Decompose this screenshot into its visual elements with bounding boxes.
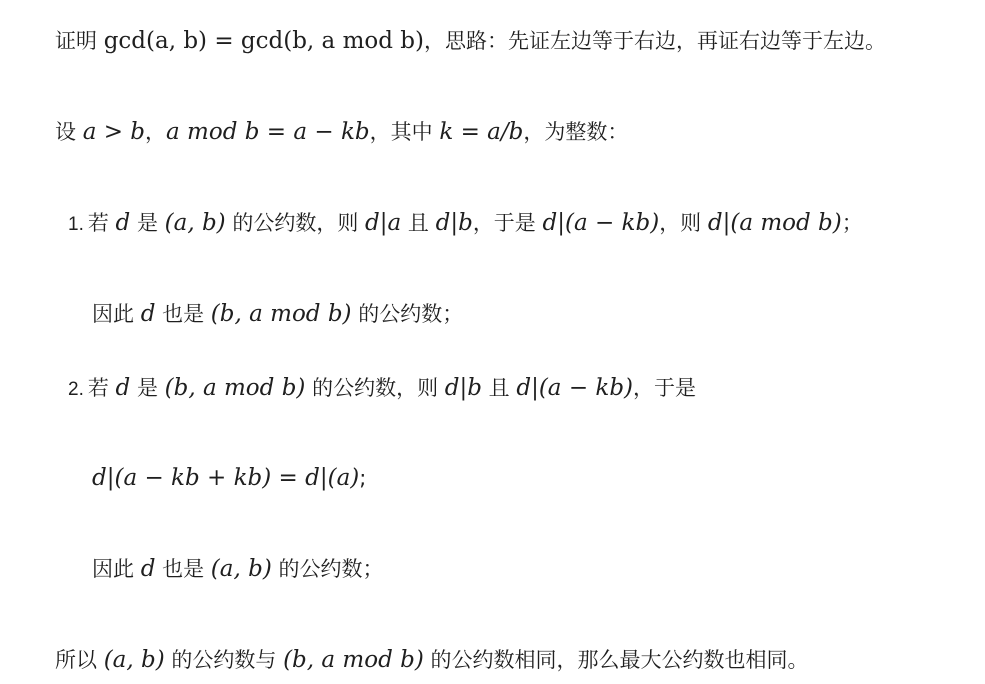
step-1-conclusion-math-1: d bbox=[140, 301, 156, 327]
assumption-paragraph bbox=[55, 117, 628, 147]
final-math-1: (a, b) bbox=[103, 647, 165, 673]
step-2-conclusion-text-3: 的公约数； bbox=[278, 557, 384, 581]
step-1-text-6: ，则 bbox=[659, 211, 702, 235]
step-2-math-2: (b, a mod b) bbox=[164, 375, 306, 401]
step-1-math-6: d|(a mod b) bbox=[707, 210, 842, 236]
step-1-number: 1. bbox=[68, 214, 84, 235]
step-1-math-5: d|(a − kb) bbox=[542, 210, 660, 236]
step-2-equation-math: d|(a − kb + kb) = d|(a) bbox=[92, 465, 360, 491]
step-2-text-1: 若 bbox=[87, 376, 109, 400]
assume-text-3: ，其中 bbox=[369, 120, 433, 144]
final-text-3: 的公约数相同，那么最大公约数也相同。 bbox=[430, 648, 809, 672]
step-1-text-4: 且 bbox=[407, 211, 429, 235]
step-2-text-5: ，于是 bbox=[633, 376, 697, 400]
step-1-text-3: 的公约数，则 bbox=[232, 211, 359, 235]
step-1-text-1: 若 bbox=[87, 211, 109, 235]
step-2-text-4: 且 bbox=[488, 376, 510, 400]
step-1-conclusion-math-2: (b, a mod b) bbox=[210, 301, 352, 327]
step-1 bbox=[68, 208, 863, 240]
assume-text-2: ， bbox=[145, 120, 167, 144]
step-2-number: 2. bbox=[68, 379, 84, 400]
step-2-math-3: d|b bbox=[444, 375, 482, 401]
gcd-identity-formula: gcd(a, b) = gcd(b, a mod b) bbox=[103, 28, 424, 54]
step-2-conclusion-math-1: d bbox=[140, 556, 156, 582]
step-2-text-3: 的公约数，则 bbox=[312, 376, 439, 400]
step-2-equation bbox=[92, 463, 366, 493]
assume-math-2: a mod b = a − kb bbox=[166, 119, 370, 145]
assume-text-4: ，为整数： bbox=[523, 120, 629, 144]
assume-text-1: 设 bbox=[55, 120, 76, 144]
step-1-conclusion bbox=[92, 299, 463, 329]
step-1-conclusion-text-3: 的公约数； bbox=[358, 302, 464, 326]
intro-paragraph bbox=[55, 26, 886, 56]
step-1-text-2: 是 bbox=[136, 211, 158, 235]
step-1-math-2: (a, b) bbox=[164, 210, 226, 236]
step-1-math-3: d|a bbox=[365, 210, 402, 236]
final-text-1: 所以 bbox=[55, 648, 97, 672]
final-conclusion bbox=[55, 645, 809, 675]
assume-math-1: a > b bbox=[82, 119, 146, 145]
step-2-conclusion-text-1: 因此 bbox=[92, 557, 134, 581]
step-2-math-1: d bbox=[115, 375, 131, 401]
final-text-2: 的公约数与 bbox=[171, 648, 277, 672]
final-math-2: (b, a mod b) bbox=[283, 647, 424, 673]
step-2-conclusion bbox=[92, 554, 384, 584]
step-2-equation-punct: ; bbox=[359, 466, 367, 490]
step-1-text-7: ； bbox=[841, 211, 863, 235]
intro-text: 证明 bbox=[55, 29, 97, 53]
step-1-text-5: ，于是 bbox=[472, 211, 536, 235]
assume-math-3: k = a/b bbox=[439, 119, 524, 145]
step-2 bbox=[68, 373, 696, 405]
step-1-conclusion-text-1: 因此 bbox=[92, 302, 134, 326]
step-2-text-2: 是 bbox=[136, 376, 158, 400]
step-2-math-4: d|(a − kb) bbox=[516, 375, 634, 401]
intro-idea-text: ，思路：先证左边等于右边，再证右边等于左边。 bbox=[423, 29, 886, 53]
step-1-math-1: d bbox=[115, 210, 131, 236]
step-2-conclusion-math-2: (a, b) bbox=[210, 556, 272, 582]
step-1-math-4: d|b bbox=[435, 210, 473, 236]
step-1-conclusion-text-2: 也是 bbox=[162, 302, 205, 326]
step-2-conclusion-text-2: 也是 bbox=[162, 557, 205, 581]
